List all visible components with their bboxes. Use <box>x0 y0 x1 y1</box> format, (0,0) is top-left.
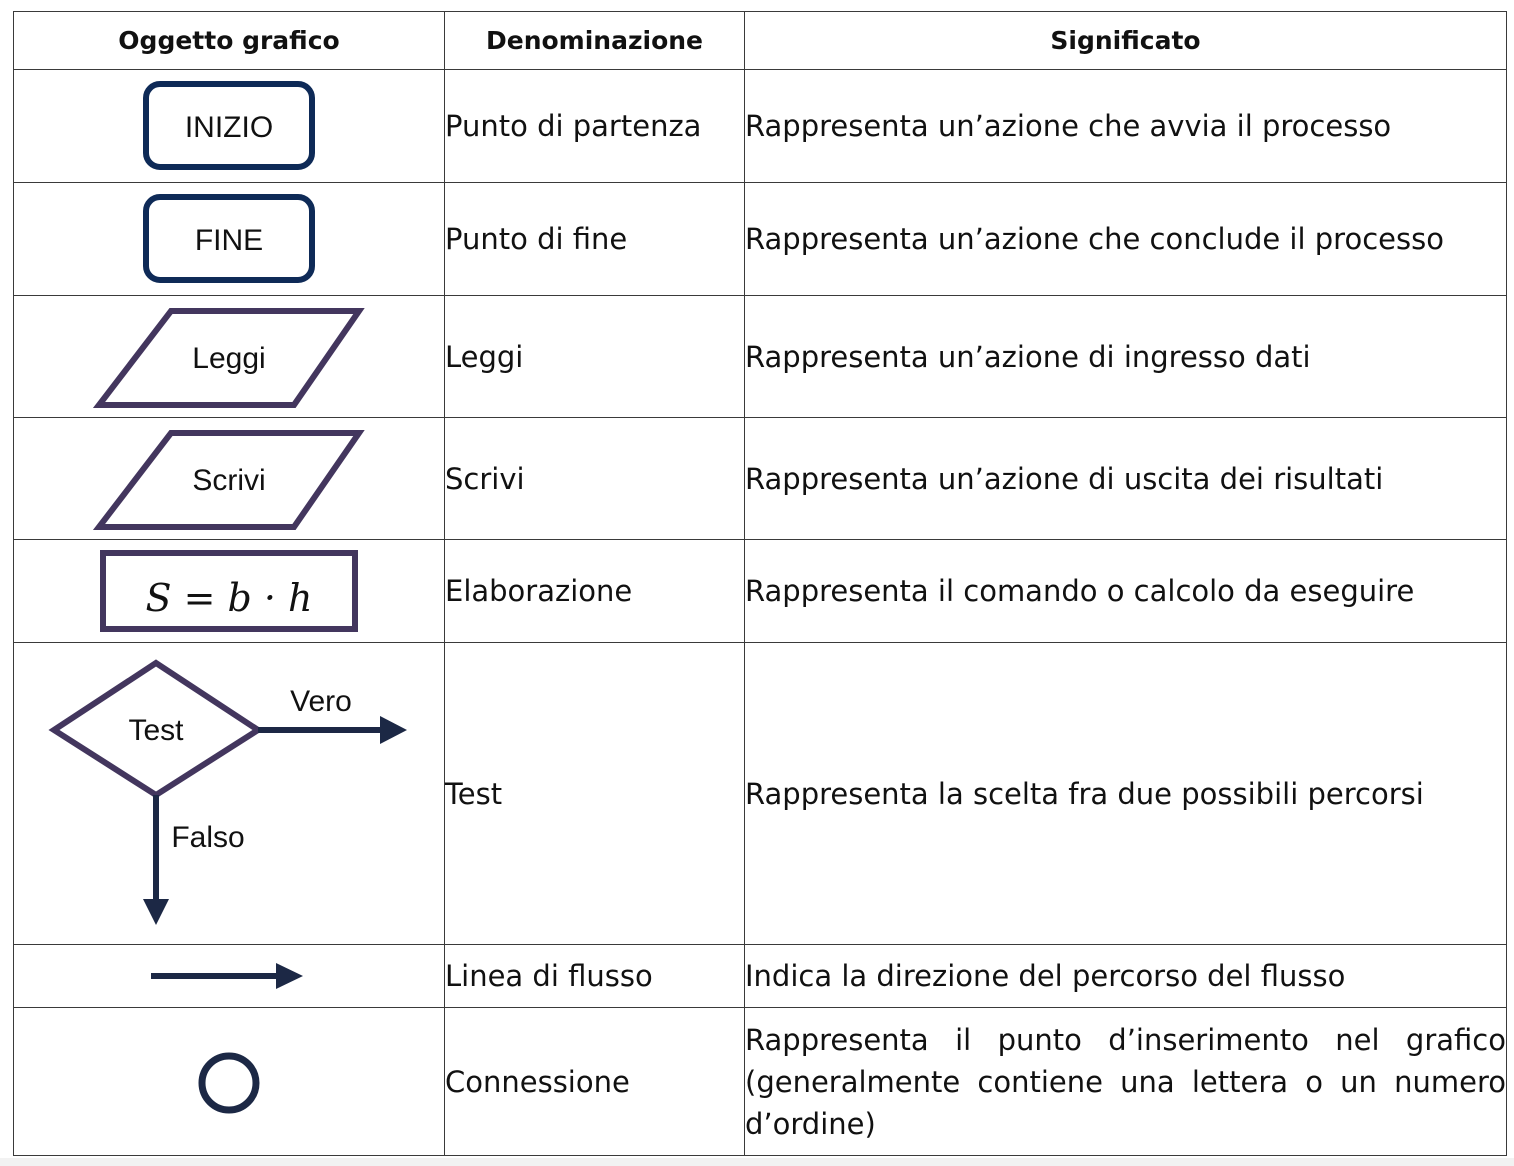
table-row <box>14 643 1507 945</box>
table-row <box>14 540 1507 643</box>
input-parallelogram-icon <box>14 298 445 416</box>
shape-label: INIZIO <box>184 111 274 144</box>
shape-cell <box>14 643 445 945</box>
connector-circle-icon <box>14 1010 445 1154</box>
row-name: Connessione <box>445 1008 745 1156</box>
shape-label: Scrivi <box>192 463 266 497</box>
true-label: Vero <box>290 684 352 718</box>
row-meaning: Rappresenta un’azione di uscita dei risultati <box>745 418 1507 540</box>
row-name: Punto di partenza <box>445 70 745 183</box>
row-name: Punto di fine <box>445 183 745 296</box>
row-meaning: Rappresenta la scelta fra due possibili percorsi <box>745 643 1507 945</box>
table-row <box>14 945 1507 1008</box>
decision-diamond-icon <box>14 645 445 943</box>
row-meaning: Rappresenta un’azione che conclude il processo <box>745 183 1507 296</box>
header-meaning: Significato <box>745 12 1507 70</box>
false-label: Falso <box>171 820 245 854</box>
shape-label: FINE <box>194 224 264 257</box>
shape-cell <box>14 1008 445 1156</box>
row-name: Leggi <box>445 296 745 418</box>
output-parallelogram-icon <box>14 420 445 538</box>
shape-cell <box>14 70 445 183</box>
shape-label: Leggi <box>192 341 266 375</box>
row-name: Linea di flusso <box>445 945 745 1008</box>
flowchart-symbols-table <box>13 11 1507 1156</box>
terminal-end-icon <box>14 184 445 294</box>
row-name: Elaborazione <box>445 540 745 643</box>
row-name: Test <box>445 643 745 945</box>
table-row <box>14 1008 1507 1156</box>
row-meaning: Indica la direzione del percorso del flusso <box>745 945 1507 1008</box>
terminal-start-icon <box>14 71 445 181</box>
shape-cell <box>14 945 445 1008</box>
process-rectangle-icon <box>14 541 445 641</box>
header-shape: Oggetto grafico <box>14 12 445 70</box>
table-header-row <box>14 12 1507 70</box>
shape-label: S = b · h <box>145 576 313 620</box>
table-row <box>14 183 1507 296</box>
header-name: Denominazione <box>445 12 745 70</box>
table-row <box>14 418 1507 540</box>
decision-label: Test <box>128 713 184 747</box>
shape-cell <box>14 183 445 296</box>
row-meaning: Rappresenta il comando o calcolo da eseguire <box>745 540 1507 643</box>
false-arrowhead-icon <box>143 899 169 925</box>
shape-cell <box>14 418 445 540</box>
row-meaning: Rappresenta il punto d’inserimento nel grafico (generalmente contiene una lettera o un numero d’ordine) <box>745 1008 1507 1156</box>
row-meaning: Rappresenta un’azione che avvia il processo <box>745 70 1507 183</box>
true-arrowhead-icon <box>380 716 407 744</box>
page-bottom-strip <box>0 1158 1514 1166</box>
shape-cell <box>14 540 445 643</box>
shape-cell <box>14 296 445 418</box>
row-meaning: Rappresenta un’azione di ingresso dati <box>745 296 1507 418</box>
table-row <box>14 296 1507 418</box>
row-name: Scrivi <box>445 418 745 540</box>
table-row <box>14 70 1507 183</box>
flow-arrow-icon <box>14 946 445 1006</box>
